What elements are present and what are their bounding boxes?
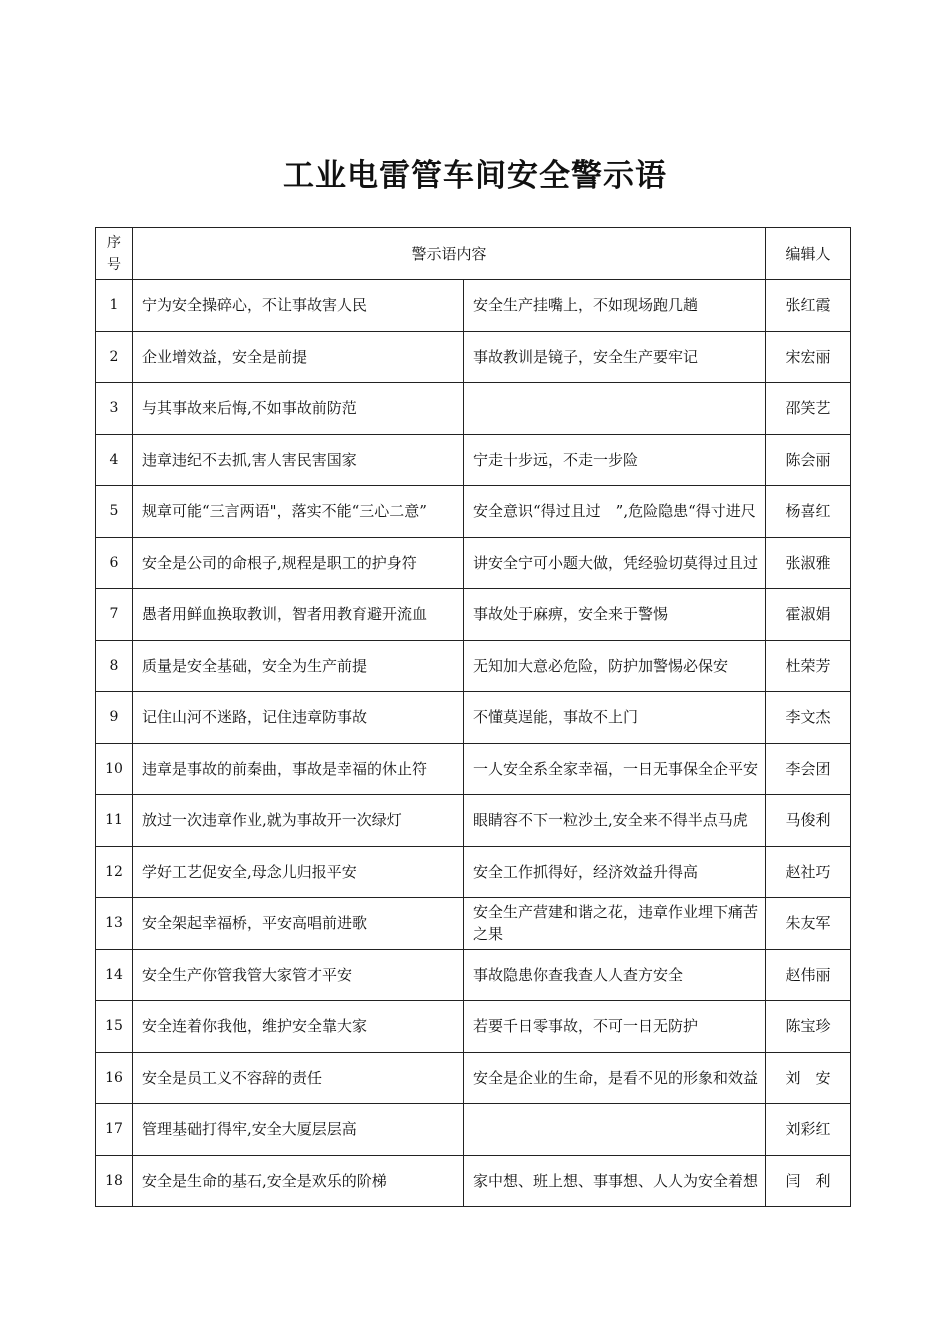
table-row <box>96 1052 851 1104</box>
table-row <box>96 846 851 898</box>
row-editor: 赵伟丽 <box>766 949 851 1001</box>
row-seq: 2 <box>96 331 133 383</box>
row-slogan-a: 安全架起幸福桥，平安高唱前进歌 <box>133 898 464 950</box>
table-row <box>96 898 851 950</box>
row-editor: 陈宝珍 <box>766 1001 851 1053</box>
row-seq: 9 <box>96 692 133 744</box>
row-editor: 李文杰 <box>766 692 851 744</box>
row-slogan-a: 安全是公司的命根子,规程是职工的护身符 <box>133 537 464 589</box>
table-row <box>96 1104 851 1156</box>
row-slogan-b: 事故教训是镜子，安全生产要牢记 <box>464 331 766 383</box>
row-seq: 15 <box>96 1001 133 1053</box>
row-slogan-a: 质量是安全基础，安全为生产前提 <box>133 640 464 692</box>
row-slogan-a: 违章是事故的前秦曲，事故是幸福的休止符 <box>133 743 464 795</box>
row-editor: 朱友军 <box>766 898 851 950</box>
row-editor: 张淑雅 <box>766 537 851 589</box>
table-row <box>96 486 851 538</box>
table-body <box>96 280 851 1207</box>
row-editor: 刘 安 <box>766 1052 851 1104</box>
row-slogan-b: 安全工作抓得好，经济效益升得高 <box>464 846 766 898</box>
table-row <box>96 331 851 383</box>
table-row <box>96 280 851 332</box>
table-row <box>96 589 851 641</box>
row-slogan-b: 安全生产挂嘴上，不如现场跑几趟 <box>464 280 766 332</box>
table-row <box>96 1001 851 1053</box>
row-editor: 闫 利 <box>766 1155 851 1207</box>
row-seq: 4 <box>96 434 133 486</box>
table-row <box>96 1155 851 1207</box>
row-seq: 3 <box>96 383 133 435</box>
row-slogan-a: 安全是员工义不容辞的责任 <box>133 1052 464 1104</box>
row-seq: 16 <box>96 1052 133 1104</box>
row-slogan-a: 企业增效益，安全是前提 <box>133 331 464 383</box>
row-slogan-a: 学好工艺促安全,母念儿归报平安 <box>133 846 464 898</box>
row-slogan-a: 规章可能“三言两语"，落实不能“三心二意” <box>133 486 464 538</box>
row-slogan-b: 若要千日零事故，不可一日无防护 <box>464 1001 766 1053</box>
row-slogan-a: 愚者用鲜血换取教训，智者用教育避开流血 <box>133 589 464 641</box>
row-seq: 10 <box>96 743 133 795</box>
row-editor: 霍淑娟 <box>766 589 851 641</box>
row-editor: 杜荣芳 <box>766 640 851 692</box>
row-slogan-a: 与其事故来后悔,不如事故前防范 <box>133 383 464 435</box>
row-slogan-a: 安全连着你我他，维护安全靠大家 <box>133 1001 464 1053</box>
row-seq: 18 <box>96 1155 133 1207</box>
row-editor: 刘彩红 <box>766 1104 851 1156</box>
table-row <box>96 640 851 692</box>
row-seq: 12 <box>96 846 133 898</box>
row-slogan-a: 宁为安全操碎心，不让事故害人民 <box>133 280 464 332</box>
row-slogan-b: 安全生产营建和谐之花，违章作业埋下痛苦之果 <box>464 898 766 950</box>
row-editor: 宋宏丽 <box>766 331 851 383</box>
table-header-row <box>96 228 851 280</box>
row-seq: 14 <box>96 949 133 1001</box>
row-slogan-b: 眼睛容不下一粒沙土,安全来不得半点马虎 <box>464 795 766 847</box>
table-row <box>96 383 851 435</box>
header-seq <box>96 228 133 280</box>
row-slogan-b: 一人安全系全家幸福，一日无事保全企平安 <box>464 743 766 795</box>
table-row <box>96 537 851 589</box>
row-slogan-a: 放过一次违章作业,就为事故开一次绿灯 <box>133 795 464 847</box>
row-slogan-b: 安全意识“得过且过 ”,危险隐患“得寸进尺 <box>464 486 766 538</box>
table-row <box>96 949 851 1001</box>
row-seq: 5 <box>96 486 133 538</box>
row-seq: 7 <box>96 589 133 641</box>
row-slogan-b: 无知加大意必危险，防护加警惕必保安 <box>464 640 766 692</box>
row-slogan-b: 宁走十步远，不走一步险 <box>464 434 766 486</box>
row-slogan-b: 不懂莫逞能，事故不上门 <box>464 692 766 744</box>
row-slogan-a: 违章违纪不去抓,害人害民害国家 <box>133 434 464 486</box>
table-row <box>96 434 851 486</box>
header-seq-line2: 号 <box>107 256 121 273</box>
table-row <box>96 692 851 744</box>
header-seq-line1: 序 <box>107 234 121 251</box>
page-title: 工业电雷管车间安全警示语 <box>283 158 667 194</box>
row-slogan-b <box>464 383 766 435</box>
row-editor: 杨喜红 <box>766 486 851 538</box>
row-seq: 8 <box>96 640 133 692</box>
header-editor: 编辑人 <box>766 228 851 280</box>
row-seq: 1 <box>96 280 133 332</box>
table-row <box>96 795 851 847</box>
row-slogan-b: 家中想、班上想、事事想、人人为安全着想 <box>464 1155 766 1207</box>
row-slogan-a: 管理基础打得牢,安全大厦层层高 <box>133 1104 464 1156</box>
row-editor: 马俊利 <box>766 795 851 847</box>
row-slogan-b: 讲安全宁可小题大做，凭经验切莫得过且过 <box>464 537 766 589</box>
row-slogan-a: 安全生产你管我管大家管才平安 <box>133 949 464 1001</box>
row-slogan-a: 记住山河不迷路，记住违章防事故 <box>133 692 464 744</box>
warning-slogan-table <box>95 227 851 1207</box>
row-editor: 邵笑艺 <box>766 383 851 435</box>
table-row <box>96 743 851 795</box>
row-slogan-b: 安全是企业的生命，是看不见的形象和效益 <box>464 1052 766 1104</box>
row-editor: 赵社巧 <box>766 846 851 898</box>
header-content: 警示语内容 <box>133 228 766 280</box>
row-editor: 张红霞 <box>766 280 851 332</box>
row-editor: 陈会丽 <box>766 434 851 486</box>
row-slogan-b: 事故处于麻痹，安全来于警惕 <box>464 589 766 641</box>
row-editor: 李会团 <box>766 743 851 795</box>
row-seq: 13 <box>96 898 133 950</box>
row-slogan-b: 事故隐患你查我查人人查方安全 <box>464 949 766 1001</box>
row-slogan-a: 安全是生命的基石,安全是欢乐的阶梯 <box>133 1155 464 1207</box>
row-seq: 6 <box>96 537 133 589</box>
row-seq: 11 <box>96 795 133 847</box>
row-slogan-b <box>464 1104 766 1156</box>
row-seq: 17 <box>96 1104 133 1156</box>
